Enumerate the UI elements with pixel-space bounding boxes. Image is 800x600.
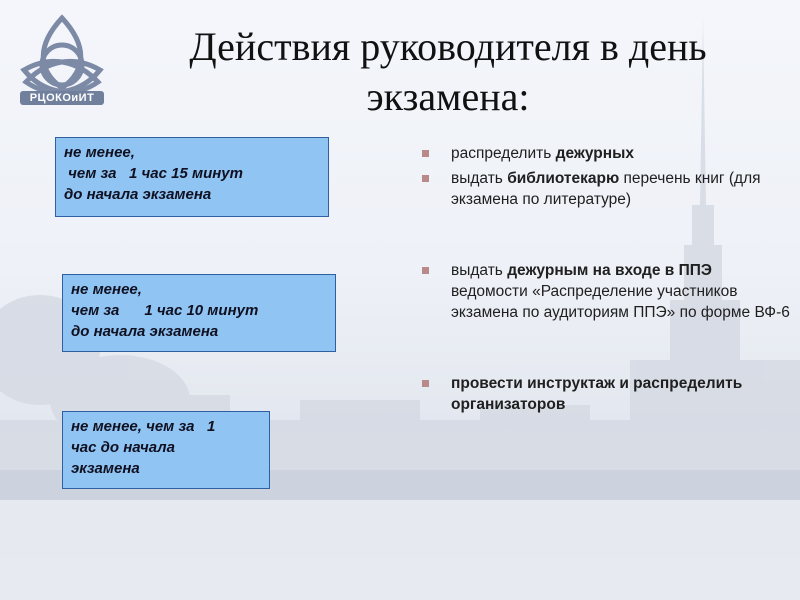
logo-text: РЦОКОиИТ — [20, 91, 104, 105]
action-list — [421, 143, 791, 415]
action-text-bold: дежурным на входе в ППЭ — [507, 262, 712, 279]
action-text: выдать — [451, 262, 508, 279]
time-box-3: не менее, чем за 1 час до начала экзамена — [62, 411, 270, 489]
action-text: распределить — [451, 145, 556, 162]
time-box-2: не менее, чем за 1 час 10 минут до начала экзамена — [62, 274, 336, 352]
action-item — [421, 260, 791, 323]
action-text-bold: библиотекарю — [507, 170, 620, 187]
action-item — [421, 168, 791, 210]
action-text: перечень книг (для экзамена по литературе) — [451, 170, 761, 208]
action-item — [421, 143, 791, 164]
page-title: Действия руководителя в день экзамена: — [189, 24, 707, 119]
action-text-bold: провести инструктаж и распределить организаторов — [451, 375, 743, 413]
action-text-bold: дежурных — [555, 145, 634, 162]
action-text: выдать — [451, 170, 508, 187]
time-box-1: не менее, чем за 1 час 15 минут до начала экзамена — [55, 137, 329, 217]
action-item — [421, 373, 791, 415]
action-text: ведомости «Распределение участников экзамена по аудиториям ППЭ» по форме ВФ-6 — [451, 283, 790, 321]
